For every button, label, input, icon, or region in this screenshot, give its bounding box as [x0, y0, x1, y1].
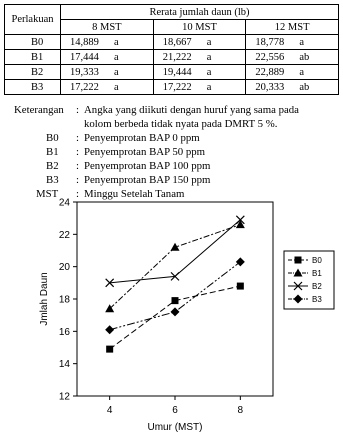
table-row: [5, 80, 339, 95]
x-tick-label: 4: [106, 405, 113, 416]
cell: 21,222 a: [153, 50, 246, 65]
series-line-b3: [110, 262, 241, 330]
legend-label: B2: [312, 282, 322, 291]
header-group: Rerata jumlah daun (lb): [61, 5, 339, 20]
data-point-b3: [105, 325, 114, 334]
data-point-b1: [236, 220, 245, 228]
legend-label: B3: [312, 295, 322, 304]
notes-block: [14, 103, 343, 201]
y-tick-label: 18: [58, 294, 70, 306]
cell: 19,333 a: [61, 65, 154, 80]
note-item: MST : Minggu Setelah Tanam: [36, 188, 185, 200]
header-12mst: 12 MST: [246, 20, 339, 35]
table-row: [5, 35, 339, 50]
note-item: B3 : Penyemprotan BAP 150 ppm: [46, 174, 211, 186]
data-point-b0: [237, 283, 244, 290]
y-tick-label: 12: [58, 391, 70, 403]
notes-text-1: Angka yang diikuti dengan huruf yang sama pada: [84, 104, 299, 116]
row-label: B0: [5, 35, 61, 50]
cell: 18,667 a: [153, 35, 246, 50]
y-tick-label: 24: [58, 197, 70, 209]
colon: :: [76, 104, 79, 116]
y-tick-label: 22: [58, 229, 70, 241]
legend-label: B0: [312, 256, 322, 265]
y-axis-label: Jmlah Daun: [39, 272, 50, 326]
series-line-b0: [110, 286, 241, 349]
cell: 22,889 a: [246, 65, 339, 80]
x-axis-label: Umur (MST): [147, 422, 203, 433]
header-10mst: 10 MST: [153, 20, 246, 35]
cell: 20,333 ab: [246, 80, 339, 95]
cell: 17,444 a: [61, 50, 154, 65]
leaf-count-table: [4, 4, 339, 95]
data-point-b3: [171, 307, 180, 316]
data-point-b1: [171, 243, 180, 251]
header-8mst: 8 MST: [61, 20, 154, 35]
cell: 14,889 a: [61, 35, 154, 50]
cell: 17,222 a: [153, 80, 246, 95]
series-b2: [106, 216, 245, 287]
leaf-count-chart: [0, 192, 343, 440]
cell: 22,556 ab: [246, 50, 339, 65]
header-treatment: Perlakuan: [5, 5, 61, 35]
note-item: B1 : Penyemprotan BAP 50 ppm: [46, 146, 206, 158]
row-label: B3: [5, 80, 61, 95]
data-point-b3: [236, 257, 245, 266]
series-line-b2: [110, 220, 241, 283]
series-b3: [105, 257, 245, 334]
notes-label: Keterangan: [14, 104, 64, 116]
x-tick-label: 8: [237, 405, 244, 416]
row-label: B1: [5, 50, 61, 65]
note-row: [14, 103, 343, 117]
table-row: [5, 65, 339, 80]
cell: 18,778 a: [246, 35, 339, 50]
legend-marker: [295, 257, 302, 264]
data-point-b0: [106, 346, 113, 353]
series-b0: [106, 283, 244, 353]
cell: 17,222 a: [61, 80, 154, 95]
row-label: B2: [5, 65, 61, 80]
legend-label: B1: [312, 269, 322, 278]
x-tick-label: 6: [172, 405, 178, 416]
notes-text-2: kolom berbeda tidak nyata pada DMRT 5 %.: [84, 118, 278, 130]
y-tick-label: 14: [58, 359, 70, 371]
table-row: [5, 50, 339, 65]
note-item: B2 : Penyemprotan BAP 100 ppm: [46, 160, 211, 172]
y-tick-label: 16: [58, 326, 70, 338]
cell: 19,444 a: [153, 65, 246, 80]
note-item: B0 : Penyemprotan BAP 0 ppm: [46, 132, 200, 144]
data-point-b0: [172, 297, 179, 304]
y-tick-label: 20: [58, 262, 70, 274]
